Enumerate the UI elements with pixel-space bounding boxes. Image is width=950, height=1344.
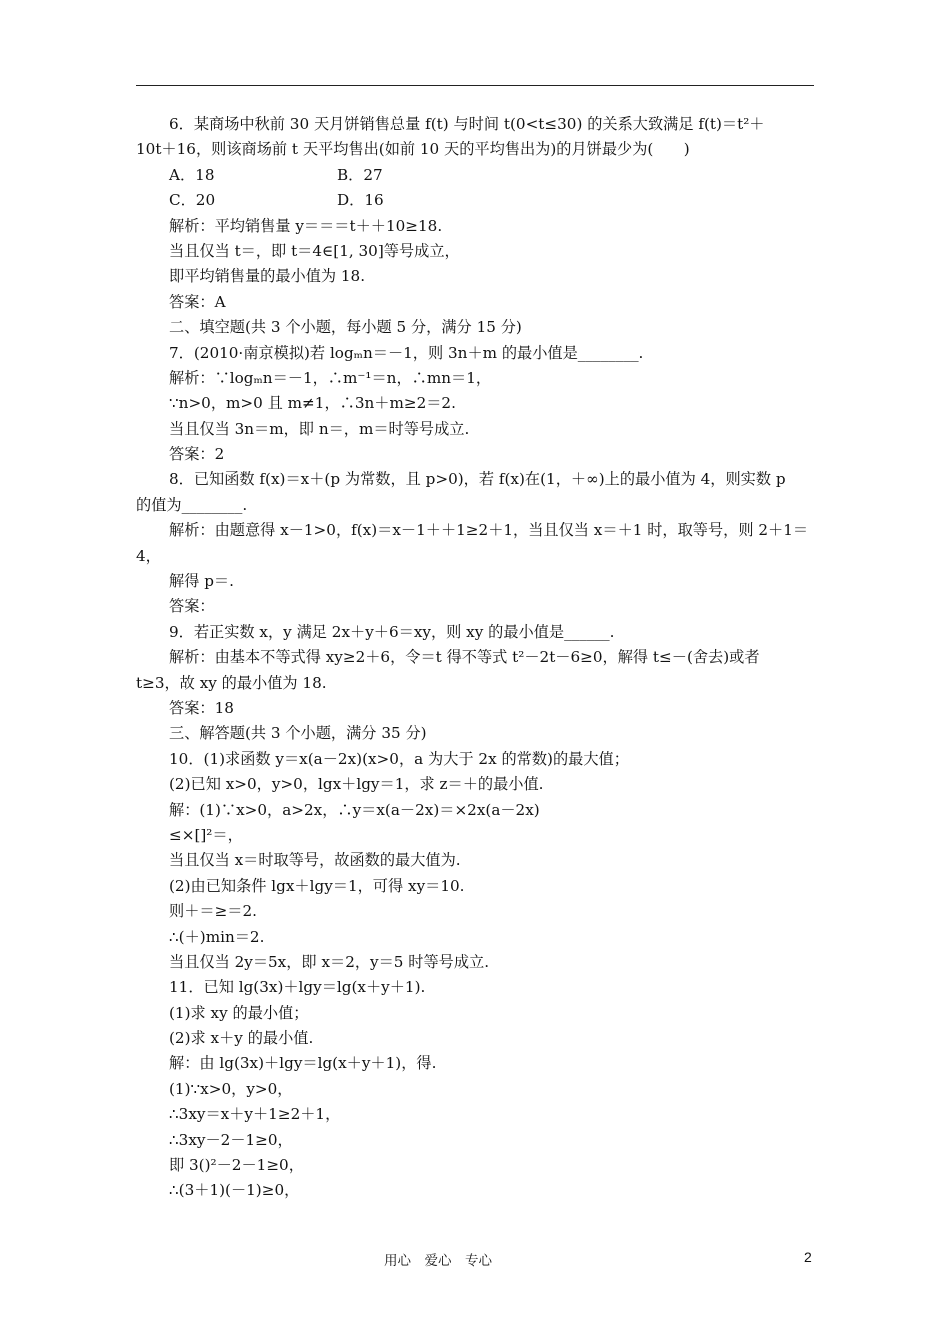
solution-line: 当且仅当 3n＝m，即 n＝，m＝时等号成立.: [169, 419, 470, 438]
footer-slogan: 用心 爱心 专心: [384, 1253, 492, 1269]
solution-line: t≥3，故 xy 的最小值为 18.: [136, 673, 327, 692]
solution-line: 解析：由题意得 x－1>0，f(x)＝x－1＋＋1≥2＋1，当且仅当 x＝＋1 时，取等号，则 2＋1＝: [169, 521, 809, 540]
solution-line: 当且仅当 2y＝5x，即 x＝2，y＝5 时等号成立.: [169, 952, 490, 971]
options-row-cd: [136, 188, 816, 213]
solution-line: ∵n>0，m>0 且 m≠1，∴3n＋m≥2＝2.: [169, 394, 456, 413]
question-6-line-2: 10t＋16，则该商场前 t 天平均售出(如前 10 天的平均售出为)的月饼最少为( ): [136, 140, 690, 159]
solution-line: (1)∵x>0，y>0，: [169, 1079, 293, 1098]
solution-line: 解析：平均销售量 y＝＝＝t＋＋10≥18.: [169, 216, 443, 235]
options-row-ab: [136, 163, 816, 188]
option-d: D．16: [337, 191, 384, 210]
solution-line: 当且仅当 t＝，即 t＝4∈[1, 30]等号成立，: [169, 241, 460, 260]
solution-line: ≤×[]²＝，: [169, 825, 243, 844]
question-7: 7．(2010·南京模拟)若 logₘn＝－1，则 3n＋m 的最小值是________.: [169, 343, 644, 362]
solution-line: 当且仅当 x＝时取等号，故函数的最大值为.: [169, 851, 461, 870]
answer-line: 答案：18: [169, 698, 234, 717]
answer-line: 答案：A: [169, 292, 226, 311]
solution-line: ∴(3＋1)(－1)≥0，: [169, 1181, 300, 1200]
question-11-part-1: (1)求 xy 的最小值；: [169, 1003, 309, 1022]
solution-line: ∴3xy－2－1≥0，: [169, 1130, 293, 1149]
solution-line: 即 3()²－2－1≥0，: [169, 1156, 304, 1175]
question-6-line-1: 6．某商场中秋前 30 天月饼销售总量 f(t) 与时间 t(0<t≤30) 的关系大致满足 f(t)＝t²＋: [169, 115, 765, 133]
question-8-line-1: 8．已知函数 f(x)＝x＋(p 为常数，且 p>0)，若 f(x)在(1，＋∞)上的最小值为 4，则实数 p: [169, 470, 786, 489]
page-footer: [0, 1249, 950, 1273]
solution-line: 解析：由基本不等式得 xy≥2＋6，令＝t 得不等式 t²－2t－6≥0，解得 t≤－(舍去)或者: [169, 648, 760, 667]
solution-line: (2)由已知条件 lgx＋lgy＝1，可得 xy＝10.: [169, 876, 465, 895]
question-11: 11．已知 lg(3x)＋lgy＝lg(x＋y＋1).: [169, 978, 426, 997]
question-11-part-2: (2)求 x＋y 的最小值.: [169, 1029, 314, 1048]
option-b: B．27: [337, 165, 383, 184]
solution-line: 4，: [136, 546, 161, 565]
solution-line: 则＋＝≥＝2.: [169, 902, 257, 921]
question-9: 9．若正实数 x，y 满足 2x＋y＋6＝xy，则 xy 的最小值是______.: [169, 622, 615, 641]
solution-line: 解：(1)∵x>0，a>2x，∴y＝x(a－2x)＝×2x(a－2x): [169, 800, 540, 819]
page-number: 2: [804, 1249, 812, 1265]
option-c: C．20: [169, 191, 216, 210]
solution-line: ∴(＋)min＝2.: [169, 927, 265, 946]
solution-line: 解析：∵logₘn＝－1，∴m⁻¹＝n，∴mn＝1，: [169, 368, 492, 387]
answer-line: 答案：: [169, 597, 215, 616]
question-10-part-2: (2)已知 x>0，y>0，lgx＋lgy＝1，求 z＝＋的最小值.: [169, 775, 544, 794]
document-body: [136, 112, 816, 1204]
option-a: A．18: [169, 165, 215, 184]
solution-line: ∴3xy＝x＋y＋1≥2＋1，: [169, 1105, 341, 1124]
section-heading: 三、解答题(共 3 个小题，满分 35 分): [169, 724, 427, 743]
question-8-line-2: 的值为________.: [136, 495, 248, 514]
solution-line: 即平均销售量的最小值为 18.: [169, 267, 366, 286]
answer-line: 答案：2: [169, 445, 225, 464]
solution-line: 解得 p＝.: [169, 572, 234, 591]
question-10: 10．(1)求函数 y＝x(a－2x)(x>0，a 为大于 2x 的常数)的最大值；: [169, 749, 629, 768]
solution-line: 解：由 lg(3x)＋lgy＝lg(x＋y＋1)，得.: [169, 1054, 437, 1073]
section-heading: 二、填空题(共 3 个小题，每小题 5 分，满分 15 分): [169, 318, 522, 337]
header-rule: [136, 85, 814, 86]
